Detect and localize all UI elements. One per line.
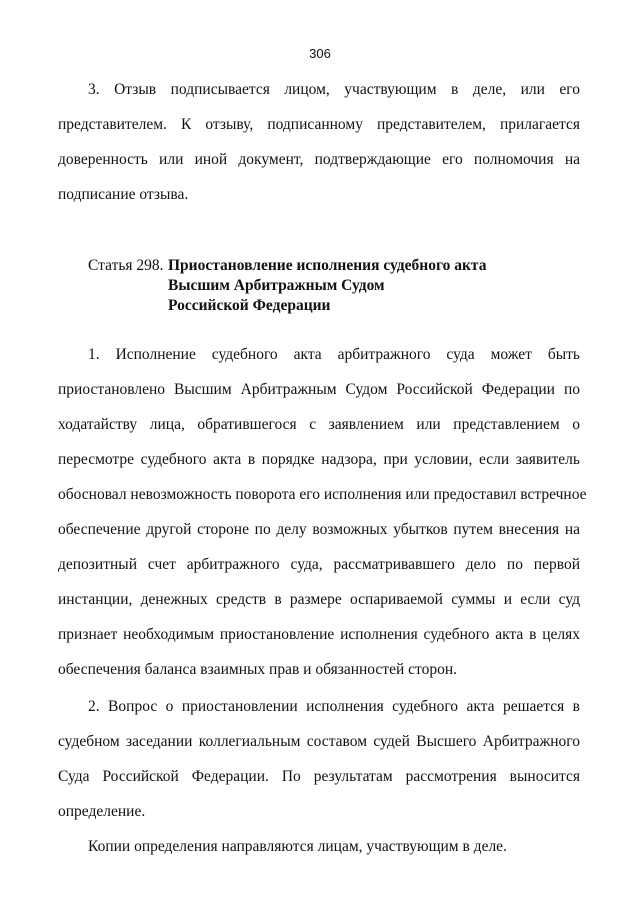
text-line: 3. Отзыв подписывается лицом, участвующим в деле, или его xyxy=(88,81,580,98)
text-line: обеспечение другой стороне по делу возможных убытков путем внесения на xyxy=(58,521,580,538)
text-line: депозитный счет арбитражного суда, рассматривавшего дело по первой xyxy=(58,556,580,573)
paragraph-copies xyxy=(58,829,580,864)
page-number: 306 xyxy=(309,46,331,61)
article-title-line: Российской Федерации xyxy=(168,297,331,314)
text-line: 2. Вопрос о приостановлении исполнения судебного акта решается в xyxy=(88,698,580,715)
text-line: обеспечения баланса взаимных прав и обязанностей сторон. xyxy=(58,661,457,678)
article-title-line: Приостановление исполнения судебного акта xyxy=(168,257,487,274)
article-number: Статья 298. xyxy=(88,257,164,274)
paragraph-3-review-signing xyxy=(58,72,580,212)
text-line: подписание отзыва. xyxy=(58,186,189,203)
text-line: пересмотре судебного акта в порядке надзора, при условии, если заявитель xyxy=(58,451,580,468)
text-line: приостановлено Высшим Арбитражным Судом Российской Федерации по xyxy=(58,381,580,398)
text-line: 1. Исполнение судебного акта арбитражного суда может быть xyxy=(88,346,580,363)
article-title-line: Высшим Арбитражным Судом xyxy=(168,277,385,294)
text-line: определение. xyxy=(58,803,146,820)
article-heading xyxy=(88,256,486,316)
text-line: ходатайству лица, обратившегося с заявлением или представлением о xyxy=(58,416,580,433)
text-line: судебном заседании коллегиальным составом судей Высшего Арбитражного xyxy=(58,733,580,750)
text-line: представителем. К отзыву, подписанному представителем, прилагается xyxy=(58,116,580,133)
text-line: Суда Российской Федерации. По результатам рассмотрения выносится xyxy=(58,768,580,785)
text-line: Копии определения направляются лицам, участвующим в деле. xyxy=(88,838,507,855)
text-line: обосновал невозможность поворота его исполнения или предоставил встречное xyxy=(58,486,587,503)
paragraph-2-decision xyxy=(58,689,580,829)
text-line: признает необходимым приостановление исполнения судебного акта в целях xyxy=(58,626,580,643)
text-line: доверенность или иной документ, подтверждающие его полномочия на xyxy=(58,151,580,168)
text-line: инстанции, денежных средств в размере оспариваемой суммы и если суд xyxy=(58,591,580,608)
paragraph-1-suspension xyxy=(58,337,587,687)
